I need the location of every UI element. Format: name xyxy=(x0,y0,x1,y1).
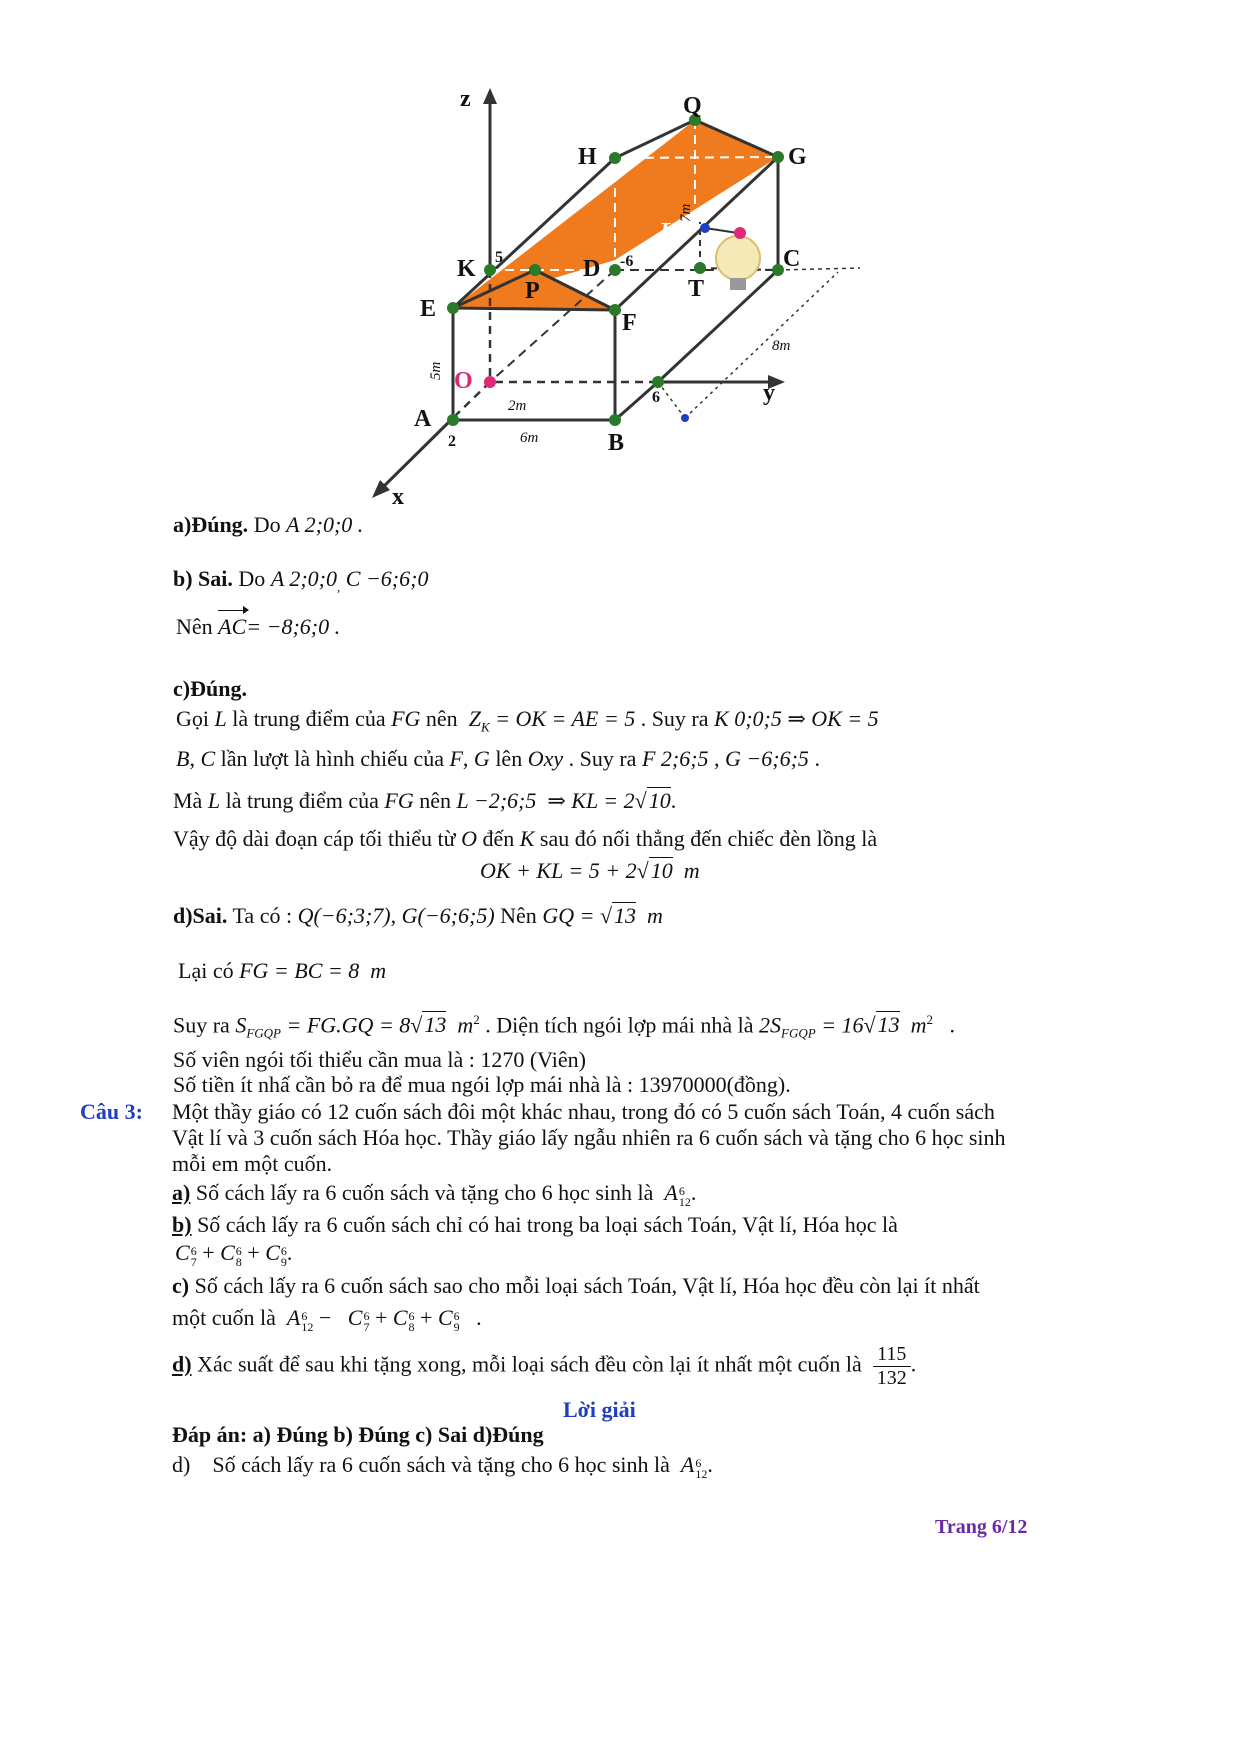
q3-statement-b-expr: C 6 7 + C 6 8 + C 6 9 . xyxy=(175,1240,293,1269)
svg-text:6m: 6m xyxy=(520,430,539,446)
q3-statement-d: d) Xác suất để sau khi tặng xong, mỗi loại sách đều còn lại ít nhất một cuốn là $\frac{115}{132}$ . xyxy=(172,1343,917,1389)
svg-text:E: E xyxy=(420,296,437,322)
svg-text:F: F xyxy=(622,310,637,336)
q3-statement-c: c) Số cách lấy ra 6 cuốn sách sao cho mỗi loại sách Toán, Vật lí, Hóa học đều còn lại ít nhất xyxy=(172,1273,980,1298)
svg-text:A: A xyxy=(414,406,432,432)
part-c-line1: Gọi L là trung điểm của FG nên $Z_K$ = OK = AE = 5 . Suy ra K 0;0;5 ⇒ OK = 5 xyxy=(176,706,879,735)
svg-text:G: G xyxy=(788,144,807,170)
svg-text:5m: 5m xyxy=(428,361,444,380)
svg-text:-6: -6 xyxy=(620,253,634,270)
q3-stem-line3: mỗi em một cuốn. xyxy=(172,1151,333,1176)
part-d-line2: Lại có FG = BC = 8 m xyxy=(178,958,387,983)
question-3-label: Câu 3: xyxy=(80,1099,143,1124)
part-b-line1: b) Sai. Do A $2;0;0_,$ C −6;6;0 xyxy=(173,566,429,595)
part-b-line2: Nên AC= −8;6;0 . xyxy=(176,614,341,639)
part-d-line1: d)Sai. Ta có : Q(−6;3;7), G(−6;6;5) Nên GQ = √13 m xyxy=(173,903,663,928)
svg-text:Q: Q xyxy=(683,93,702,119)
part-d-tiles: Số viên ngói tối thiểu cần mua là : 1270 (Viên) xyxy=(173,1047,586,1072)
q3-stem-line1: Một thầy giáo có 12 cuốn sách đôi một khác nhau, trong đó có 5 cuốn sách Toán, 4 cuốn sách xyxy=(172,1099,995,1124)
svg-text:2: 2 xyxy=(448,433,456,450)
lantern-icon xyxy=(716,236,760,280)
svg-text:7m: 7m xyxy=(678,203,694,222)
svg-text:z: z xyxy=(460,86,471,112)
svg-text:x: x xyxy=(392,484,404,510)
answer-key: Đáp án: a) Đúng b) Đúng c) Sai d)Đúng xyxy=(172,1422,544,1447)
z-arrow xyxy=(483,88,497,104)
part-d-cost: Số tiền ít nhấ cần bỏ ra để mua ngói lợp mái nhà là : 13970000(đồng). xyxy=(173,1072,791,1097)
part-c-line2: B, C lần lượt là hình chiếu của F, G lên Oxy . Suy ra F 2;6;5 , G −6;6;5 . xyxy=(176,746,820,771)
svg-text:D: D xyxy=(583,256,601,282)
svg-text:L: L xyxy=(658,216,677,253)
svg-text:T: T xyxy=(688,276,705,302)
roof-coordinate-figure xyxy=(360,80,880,510)
part-c-heading: c)Đúng. xyxy=(173,676,247,701)
part-d-line3: Suy ra $S_{FGQP} = FG.GQ = 8√13$ $m^2$ . Diện tích ngói lợp mái nhà là $2S_{FGQP} = 16√13$ $m^2$ . xyxy=(173,1012,956,1041)
svg-text:K: K xyxy=(457,256,476,282)
svg-text:C: C xyxy=(783,246,801,272)
page-number: Trang 6/12 xyxy=(935,1516,1028,1538)
solution-line-d: d) Số cách lấy ra 6 cuốn sách và tặng cho 6 học sinh là A 6 12 . xyxy=(172,1452,713,1481)
solution-title: Lời giải xyxy=(563,1397,636,1422)
svg-text:H: H xyxy=(578,144,597,170)
svg-text:5: 5 xyxy=(495,249,503,266)
part-c-line3: Mà L là trung điểm của FG nên L −2;6;5 ⇒ KL = 2√10. xyxy=(173,788,677,813)
part-c-result: OK + KL = 5 + 2√10 m xyxy=(480,858,700,883)
svg-text:O: O xyxy=(454,368,473,394)
svg-text:P: P xyxy=(525,278,540,304)
svg-text:8m: 8m xyxy=(772,338,791,354)
part-a-line: a)Đúng. Do A 2;0;0 . xyxy=(173,512,364,537)
svg-text:B: B xyxy=(608,430,625,456)
svg-text:2m: 2m xyxy=(508,398,527,414)
q3-statement-a: a) Số cách lấy ra 6 cuốn sách và tặng cho 6 học sinh là A 6 12 . xyxy=(172,1180,697,1209)
part-c-line4: Vậy độ dài đoạn cáp tối thiểu từ O đến K sau đó nối thẳng đến chiếc đèn lồng là xyxy=(173,826,878,851)
q3-statement-c-expr: một cuốn là A 6 12 − C 6 7 + C 6 8 + C 6 9 . xyxy=(172,1305,482,1334)
svg-text:6: 6 xyxy=(652,389,660,406)
q3-statement-b: b) Số cách lấy ra 6 cuốn sách chỉ có hai trong ba loại sách Toán, Vật lí, Hóa học là xyxy=(172,1212,898,1237)
svg-text:y: y xyxy=(763,380,775,406)
q3-stem-line2: Vật lí và 3 cuốn sách Hóa học. Thầy giáo lấy ngẫu nhiên ra 6 cuốn sách và tặng cho 6 học sinh xyxy=(172,1125,1006,1150)
